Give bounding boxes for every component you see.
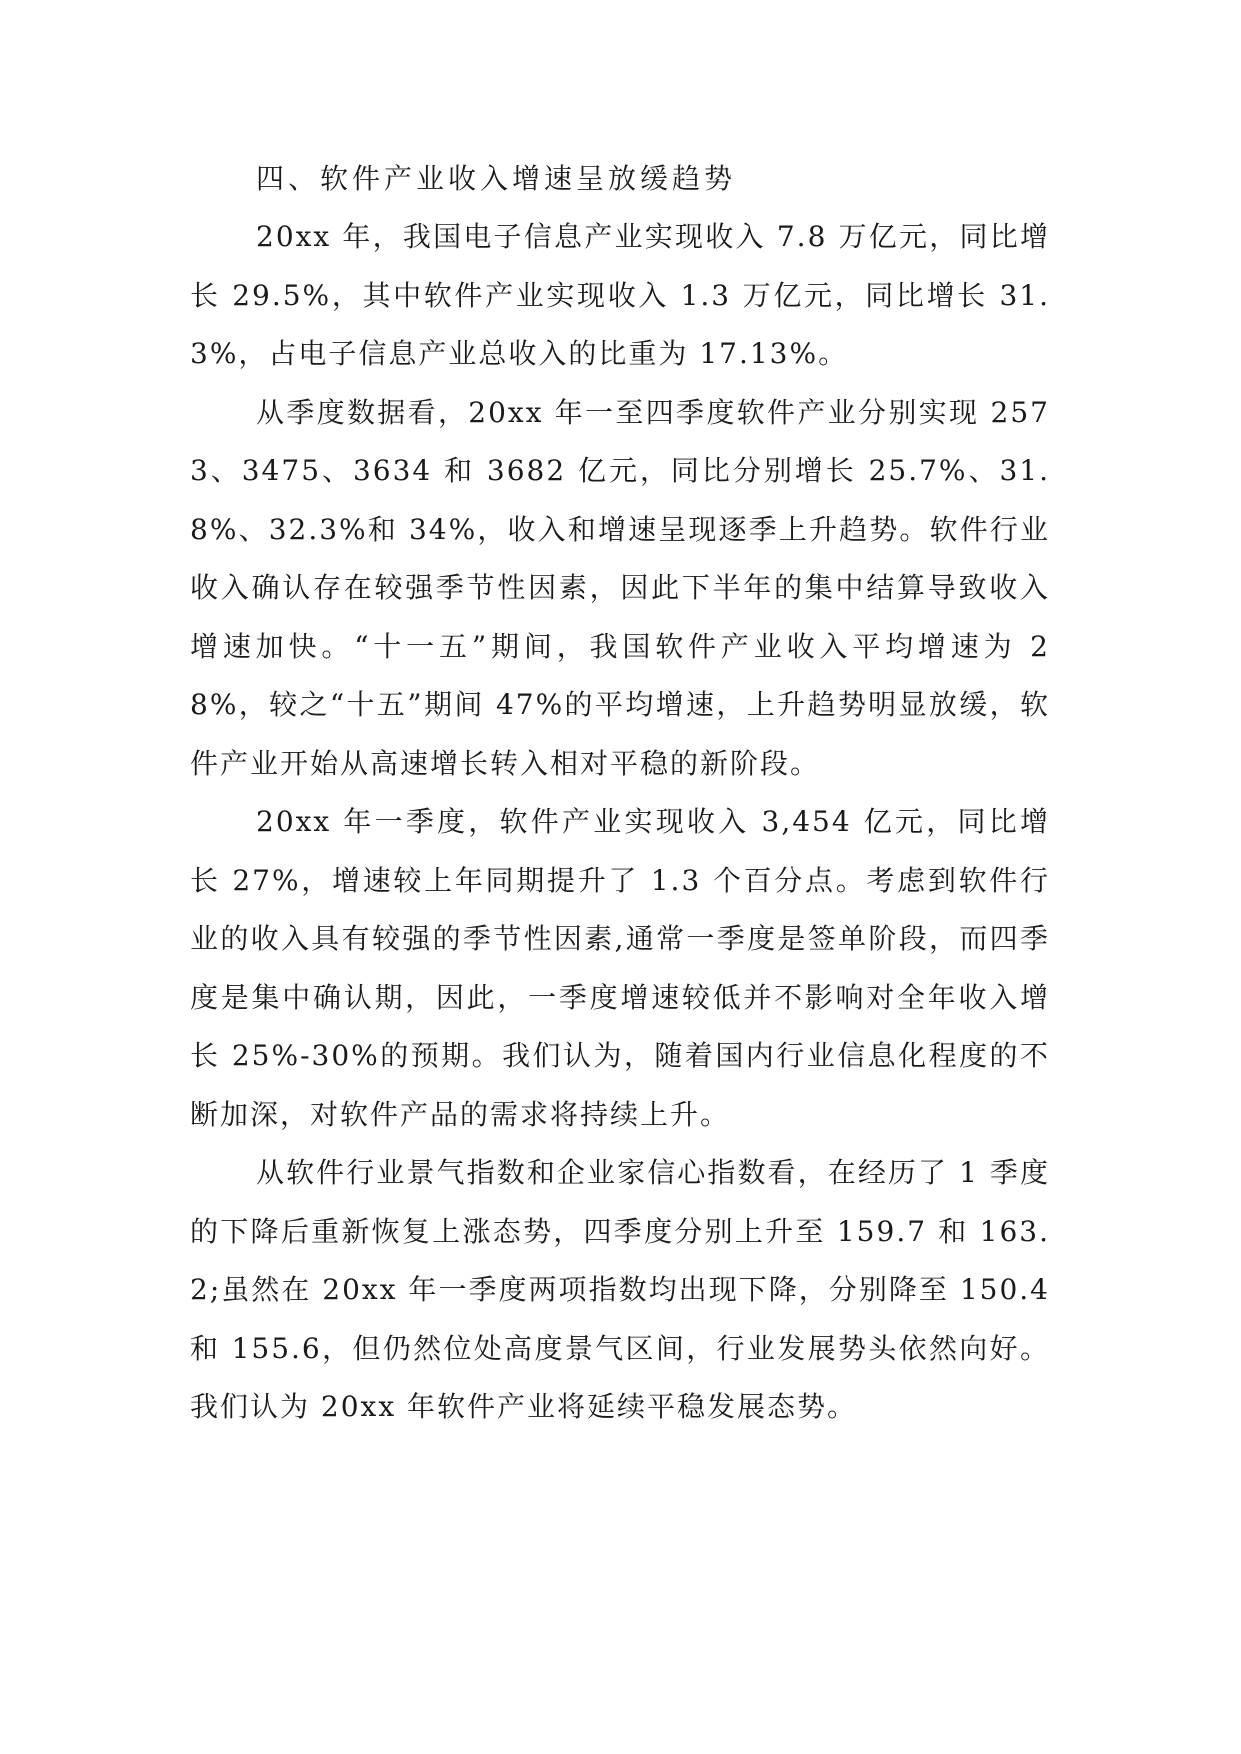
paragraph-quarterly-data: 从季度数据看，20xx 年一至四季度软件产业分别实现 2573、3475、3634 和 3682 亿元，同比分别增长 25.7%、31.8%、32.3%和 34%，收入和增速呈现逐季上升趋势。软件行业收入确认存在较强季节性因素，因此下半年的集中结算导致收入增速加快。“十一五”期间，我国软件产业收入平均增速为 28%，较之“十五”期间 47%的平均增速，上升趋势明显放缓，软件产业开始从高速增长转入相对平稳的新阶段。 xyxy=(190,395,1050,780)
paragraph-confidence-index: 从软件行业景气指数和企业家信心指数看，在经历了 1 季度的下降后重新恢复上涨态势，四季度分别上升至 159.7 和 163.2;虽然在 20xx 年一季度两项指数均出现下降，分别降至 150.4 和 155.6，但仍然位处高度景气区间，行业发展势头依然向好。我们认为 20xx 年软件产业将延续平稳发展态势。 xyxy=(190,1156,1050,1423)
section-heading: 四、软件产业收入增速呈放缓趋势 xyxy=(256,162,737,195)
paragraph-first-quarter: 20xx 年一季度，软件产业实现收入 3,454 亿元，同比增长 27%，增速较上年同期提升了 1.3 个百分点。考虑到软件行业的收入具有较强的季节性因素,通常一季度是签单阶段，而四季度是集中确认期，因此，一季度增速较低并不影响对全年收入增长 25%-30%的预期。我们认为，随着国内行业信息化程度的不断加深，对软件产品的需求将持续上升。 xyxy=(190,805,1050,1131)
document-body xyxy=(190,150,1050,1437)
paragraph-annual-revenue: 20xx 年，我国电子信息产业实现收入 7.8 万亿元，同比增长 29.5%，其中软件产业实现收入 1.3 万亿元，同比增长 31.3%，占电子信息产业总收入的比重为 17.13%。 xyxy=(190,220,1050,370)
